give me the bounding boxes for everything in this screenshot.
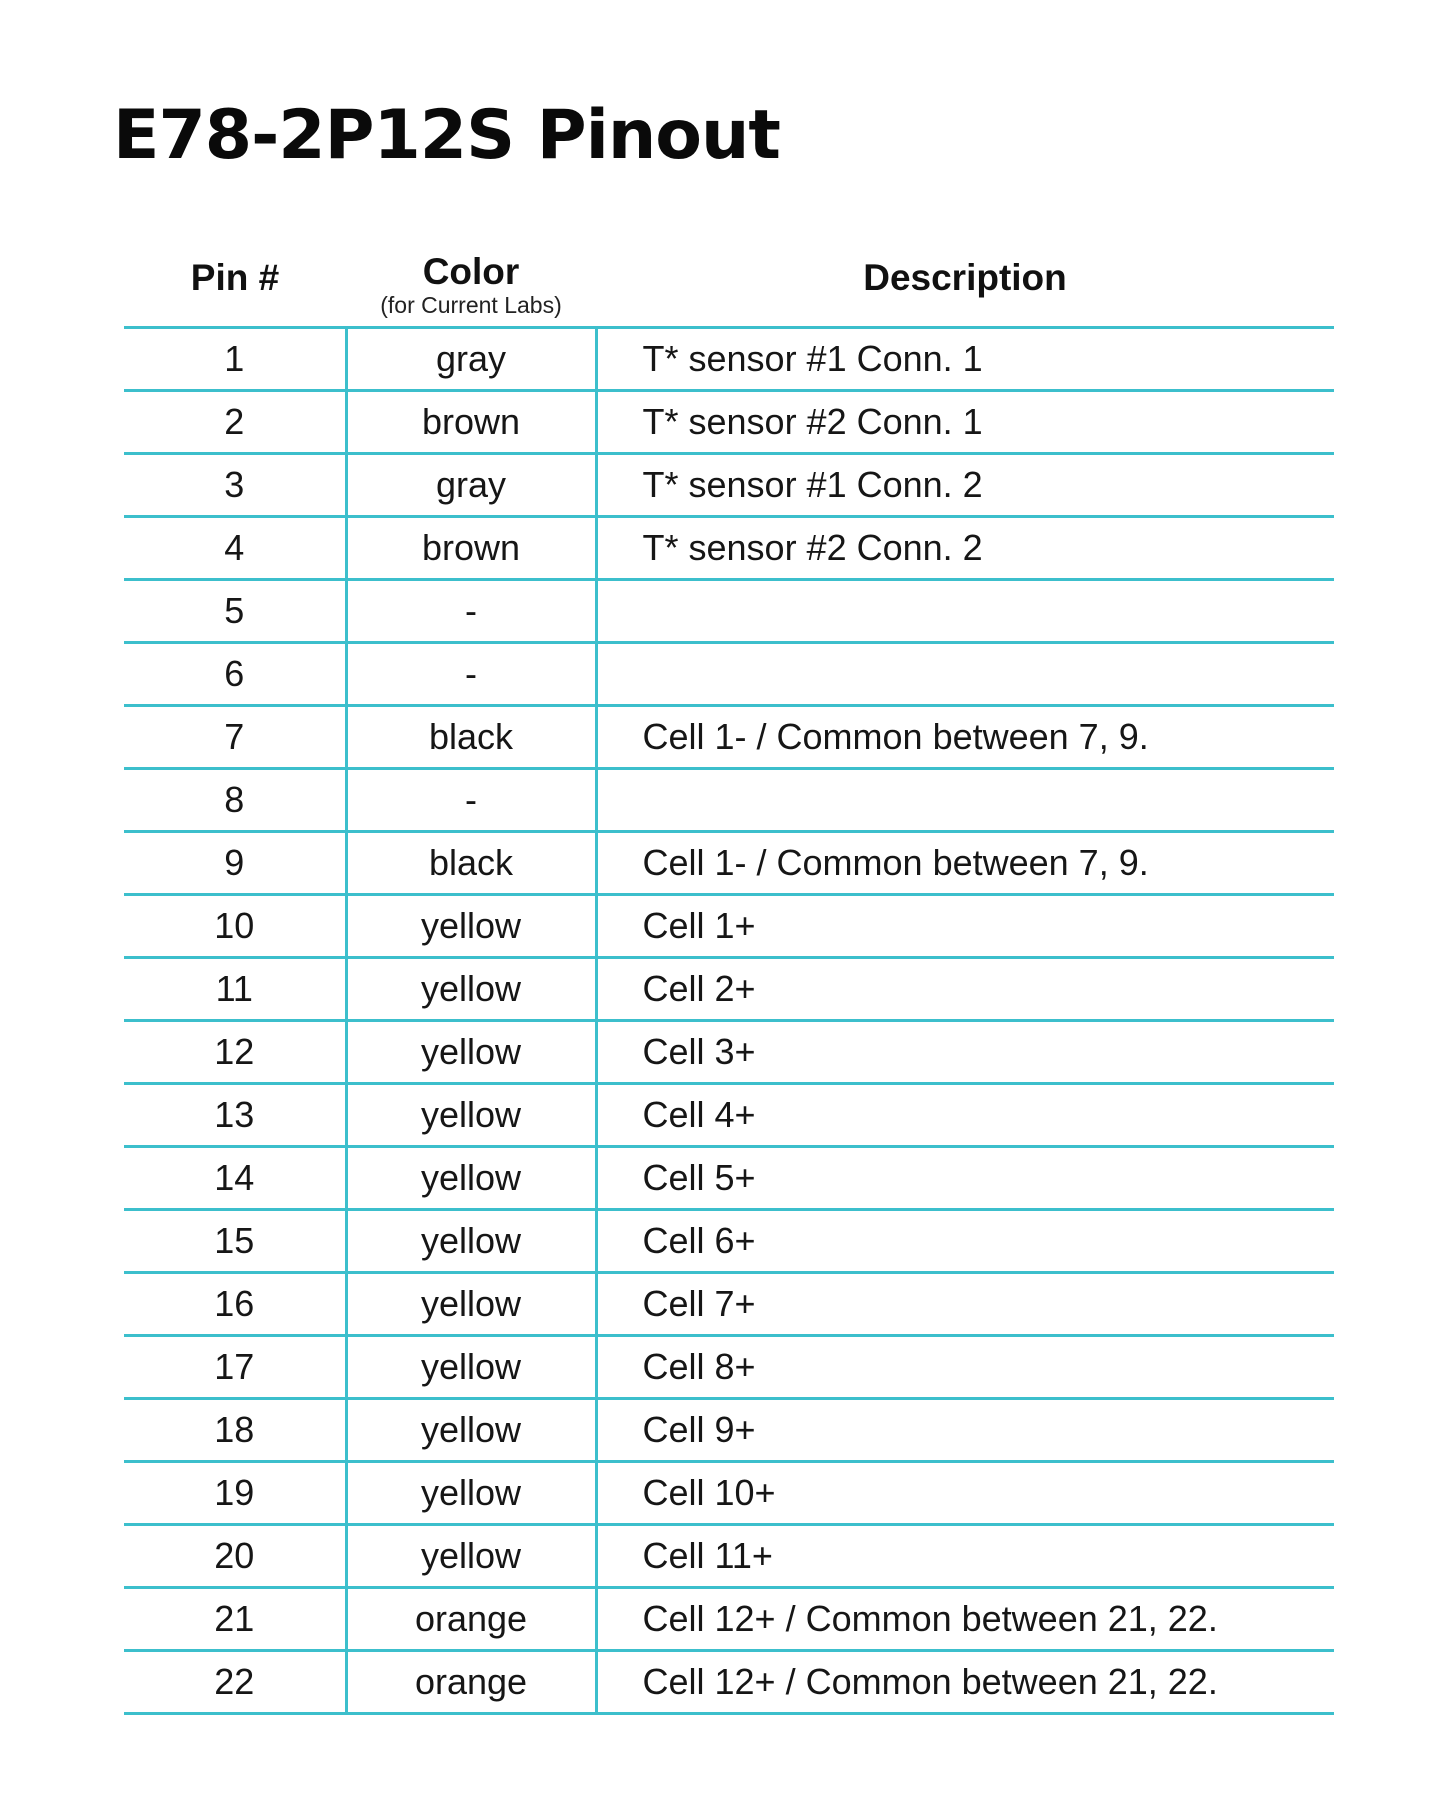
table-row: [124, 832, 1334, 895]
color-cell: brown: [346, 391, 596, 454]
color-cell: yellow: [346, 895, 596, 958]
color-cell: gray: [346, 328, 596, 391]
description-cell: Cell 10+: [596, 1462, 1334, 1525]
description-cell: Cell 12+ / Common between 21, 22.: [596, 1588, 1334, 1651]
color-cell: orange: [346, 1651, 596, 1714]
table-row: [124, 958, 1334, 1021]
description-cell: Cell 5+: [596, 1147, 1334, 1210]
description-cell: T* sensor #1 Conn. 1: [596, 328, 1334, 391]
pin-cell: 19: [124, 1462, 346, 1525]
description-cell: Cell 12+ / Common between 21, 22.: [596, 1651, 1334, 1714]
pin-cell: 9: [124, 832, 346, 895]
pin-cell: 14: [124, 1147, 346, 1210]
header-description: [596, 230, 1334, 328]
table-row: [124, 706, 1334, 769]
color-cell: orange: [346, 1588, 596, 1651]
table-row: [124, 580, 1334, 643]
pin-cell: 13: [124, 1084, 346, 1147]
color-cell: yellow: [346, 1273, 596, 1336]
table-row: [124, 1336, 1334, 1399]
description-cell: Cell 1+: [596, 895, 1334, 958]
color-cell: yellow: [346, 1147, 596, 1210]
pin-cell: 17: [124, 1336, 346, 1399]
pin-cell: 3: [124, 454, 346, 517]
color-cell: brown: [346, 517, 596, 580]
pin-cell: 22: [124, 1651, 346, 1714]
header-color: [346, 230, 596, 328]
header-color-label: Color: [422, 251, 520, 292]
table-row: [124, 1210, 1334, 1273]
color-cell: gray: [346, 454, 596, 517]
description-cell: T* sensor #2 Conn. 2: [596, 517, 1334, 580]
pin-cell: 1: [124, 328, 346, 391]
table-row: [124, 1147, 1334, 1210]
description-cell: Cell 7+: [596, 1273, 1334, 1336]
color-cell: yellow: [346, 1210, 596, 1273]
pin-cell: 12: [124, 1021, 346, 1084]
description-cell: Cell 3+: [596, 1021, 1334, 1084]
color-cell: yellow: [346, 958, 596, 1021]
table-header: [124, 230, 1334, 328]
color-cell: yellow: [346, 1399, 596, 1462]
description-cell: Cell 2+: [596, 958, 1334, 1021]
page-title: E78-2P12S Pinout: [113, 96, 780, 175]
header-description-label: Description: [863, 257, 1067, 298]
color-cell: yellow: [346, 1021, 596, 1084]
pin-cell: 16: [124, 1273, 346, 1336]
description-cell: Cell 8+: [596, 1336, 1334, 1399]
pin-cell: 5: [124, 580, 346, 643]
pin-cell: 15: [124, 1210, 346, 1273]
pin-cell: 10: [124, 895, 346, 958]
pin-cell: 20: [124, 1525, 346, 1588]
description-cell: Cell 6+: [596, 1210, 1334, 1273]
pin-cell: 2: [124, 391, 346, 454]
description-cell: [596, 580, 1334, 643]
pin-cell: 11: [124, 958, 346, 1021]
table-row: [124, 1651, 1334, 1714]
header-color-note: (for Current Labs): [380, 292, 562, 318]
pin-cell: 21: [124, 1588, 346, 1651]
description-cell: Cell 11+: [596, 1525, 1334, 1588]
color-cell: black: [346, 832, 596, 895]
description-cell: T* sensor #2 Conn. 1: [596, 391, 1334, 454]
pin-cell: 8: [124, 769, 346, 832]
table-row: [124, 643, 1334, 706]
color-cell: black: [346, 706, 596, 769]
table-row: [124, 517, 1334, 580]
pin-cell: 7: [124, 706, 346, 769]
pin-cell: 4: [124, 517, 346, 580]
header-row: [124, 230, 1334, 328]
table-row: [124, 1588, 1334, 1651]
table-row: [124, 769, 1334, 832]
description-cell: [596, 769, 1334, 832]
color-cell: -: [346, 769, 596, 832]
description-cell: Cell 1- / Common between 7, 9.: [596, 706, 1334, 769]
description-cell: Cell 1- / Common between 7, 9.: [596, 832, 1334, 895]
description-cell: T* sensor #1 Conn. 2: [596, 454, 1334, 517]
color-cell: yellow: [346, 1084, 596, 1147]
color-cell: yellow: [346, 1525, 596, 1588]
table-row: [124, 1399, 1334, 1462]
color-cell: -: [346, 643, 596, 706]
pin-cell: 6: [124, 643, 346, 706]
description-cell: [596, 643, 1334, 706]
pinout-table: [124, 230, 1334, 1715]
color-cell: yellow: [346, 1336, 596, 1399]
table-row: [124, 895, 1334, 958]
description-cell: Cell 4+: [596, 1084, 1334, 1147]
table-row: [124, 1084, 1334, 1147]
color-cell: yellow: [346, 1462, 596, 1525]
table-row: [124, 1021, 1334, 1084]
table-row: [124, 1525, 1334, 1588]
table-row: [124, 1273, 1334, 1336]
header-pin: [124, 230, 346, 328]
table-row: [124, 391, 1334, 454]
description-cell: Cell 9+: [596, 1399, 1334, 1462]
table-row: [124, 454, 1334, 517]
table-row: [124, 1462, 1334, 1525]
pin-cell: 18: [124, 1399, 346, 1462]
color-cell: -: [346, 580, 596, 643]
header-pin-label: Pin #: [190, 257, 280, 298]
table-row: [124, 328, 1334, 391]
table-body: [124, 328, 1334, 1714]
